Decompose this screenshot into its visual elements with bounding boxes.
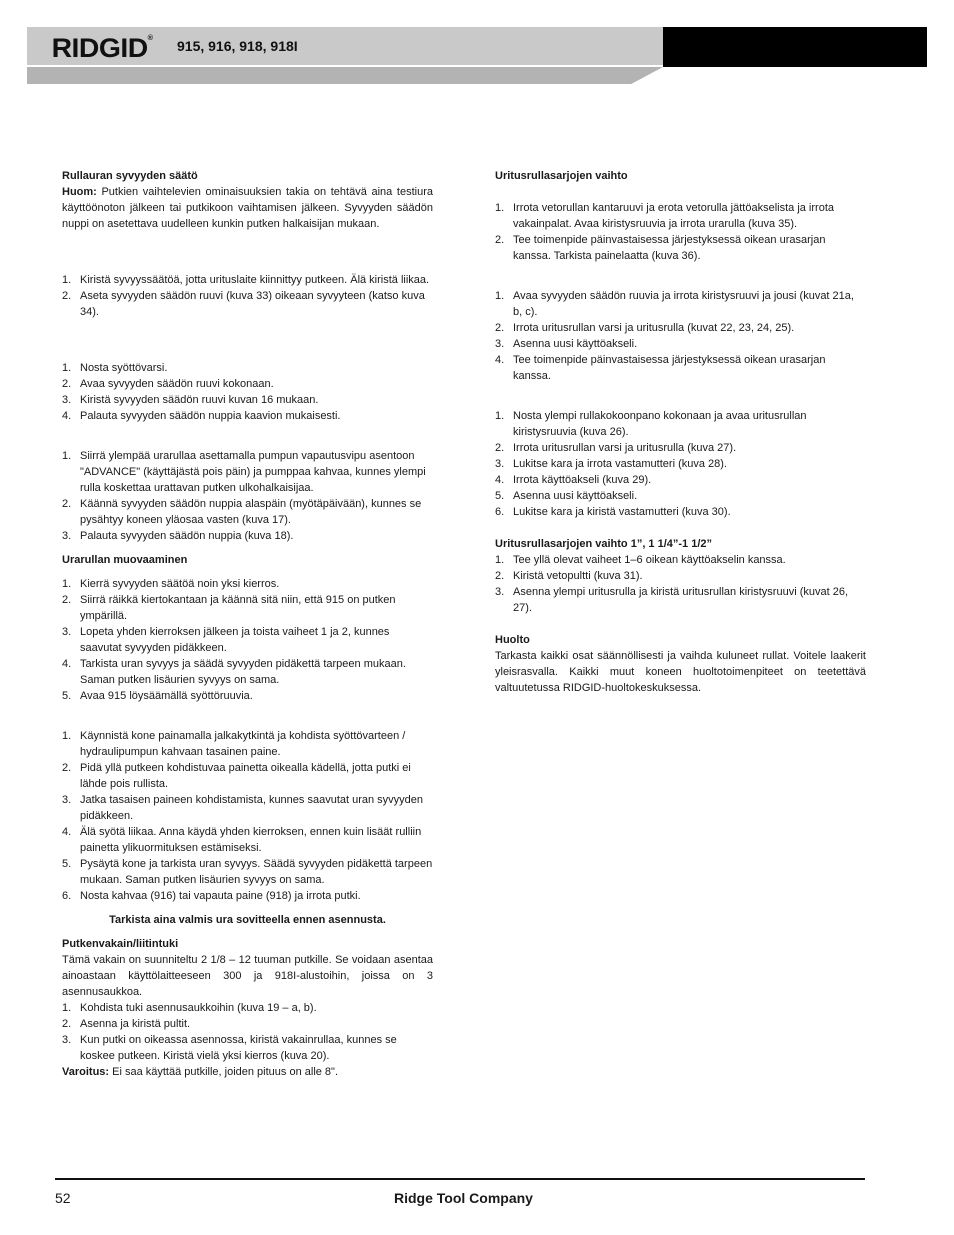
section-title-pipe-stand: Putkenvakain/liitintuki [62, 938, 179, 950]
list-item: 1. Kierrä syvyyden säätöä noin yksi kierros. [62, 578, 280, 590]
list-item: 3. Jatka tasaisen paineen kohdistamista, kunnes saavutat uran syvyyden pidäkkeen. [62, 794, 424, 822]
list-item: 4. Tarkista uran syvyys ja säädä syvyyden pidäkettä tarpeen mukaan. Saman putken lisäurien syvyys on sama. [62, 658, 406, 686]
list-item: 6. Nosta kahvaa (916) tai vapauta paine (918) ja irrota putki. [62, 890, 361, 902]
section-title-depth-adjust: Rullauran syvyyden säätö [62, 170, 198, 182]
list-item: 4. Palauta syvyyden säädön nuppia kaavion mukaisesti. [62, 410, 341, 422]
list-item: 1. Kohdista tuki asennusaukkoihin (kuva 19 – a, b). [62, 1002, 317, 1014]
list-item: 3. Kun putki on oikeassa asennossa, kiristä vakainrullaa, kunnes se koskee putkeen. Kiristä vielä yksi kierros (kuva 20). [62, 1034, 397, 1062]
note-paragraph: Huom: Putkien vaihtelevien ominaisuuksien takia on tehtävä aina testiura käyttöönoton jälkeen tai putkikoon vaihtamisen jälkeen. Syvyyden säädön nuppi on asetettava uudelleen kunkin putken halkaisijan mukaan. [62, 186, 433, 230]
list-small-roll-change [495, 552, 866, 616]
list-item: 2. Irrota uritusrullan varsi ja uritusrulla (kuvat 22, 23, 24, 25). [495, 322, 795, 334]
list-item: 1. Nosta ylempi rullakokoonpano kokonaan ja avaa uritusrullan kiristysruuvia (kuva 26). [495, 410, 807, 438]
list-item: 1. Nosta syöttövarsi. [62, 362, 168, 374]
list-roll-change-c [495, 408, 866, 520]
list-item: 1. Kiristä syvyyssäätöä, jotta urituslaite kiinnittyy putkeen. Älä kiristä liikaa. [62, 274, 430, 286]
list-item: 2. Siirrä räikkä kiertokantaan ja käännä sitä niin, että 915 on putken ympärillä. [62, 594, 396, 622]
list-depth-steps-b [62, 360, 433, 424]
list-item: 2. Irrota uritusrullan varsi ja uritusrulla (kuva 27). [495, 442, 737, 454]
header-divider [27, 65, 663, 67]
left-column [62, 168, 433, 1080]
section-title-roll-set-change: Uritusrullasarjojen vaihto [495, 170, 628, 182]
ridgid-logo: RIDGID® [51, 33, 153, 63]
list-roll-change-b [495, 288, 866, 384]
list-depth-steps-a [62, 272, 433, 320]
header-accent-bar [27, 67, 663, 84]
list-roll-change-a [495, 200, 866, 264]
section-title-small-roll-change: Uritusrullasarjojen vaihto 1”, 1 1/4”-1 1/2” [495, 538, 713, 550]
list-item: 1. Avaa syvyyden säädön ruuvia ja irrota kiristysruuvi ja jousi (kuvat 21a, b, c). [495, 290, 854, 318]
list-roll-forming [62, 576, 433, 704]
list-item: 1. Irrota vetorullan kantaruuvi ja erota vetorulla jättöakselista ja irrota vakainpalat. Avaa kiristysruuvia ja irrota urarulla (kuva 35). [495, 202, 834, 230]
page-number: 52 [55, 1190, 71, 1206]
list-depth-steps-c [62, 448, 433, 544]
list-item: 1. Käynnistä kone painamalla jalkakytkintä ja kohdista syöttövarteen / hydraulipumpun kahvaan tasainen paine. [62, 730, 406, 758]
list-item: 1. Tee yllä olevat vaiheet 1–6 oikean käyttöakselin kanssa. [495, 554, 786, 566]
list-item: 5. Pysäytä kone ja tarkista uran syvyys. Säädä syvyyden pidäkettä tarpeen mukaan. Saman putken lisäurien syvyys on sama. [62, 858, 433, 886]
list-item: 2. Pidä yllä putkeen kohdistuvaa painetta oikealla kädellä, jotta putki ei lähde pois rullista. [62, 762, 411, 790]
list-item: 2. Kiristä vetopultti (kuva 31). [495, 570, 643, 582]
maintenance-paragraph: Tarkasta kaikki osat säännöllisesti ja vaihda kuluneet rullat. Voitele laakerit yleisrasvalla. Kaikki muut koneen huoltotoimenpiteet on teetettävä valtuutetussa RIDGID-huoltokeskuksessa. [495, 650, 866, 694]
model-numbers: 915, 916, 918, 918I [177, 38, 298, 54]
check-groove-note: Tarkista aina valmis ura sovitteella ennen asennusta. [109, 914, 386, 926]
header-black-band [663, 27, 927, 67]
list-item: 3. Asenna uusi käyttöakseli. [495, 338, 638, 350]
right-column [495, 168, 866, 696]
list-item: 3. Palauta syvyyden säädön nuppia (kuva 18). [62, 530, 294, 542]
company-name: Ridge Tool Company [394, 1190, 533, 1206]
section-title-maintenance: Huolto [495, 634, 530, 646]
list-item: 3. Asenna ylempi uritusrulla ja kiristä uritusrullan kiristysruuvi (kuvat 26, 27). [495, 586, 849, 614]
list-item: 4. Älä syötä liikaa. Anna käydä yhden kierroksen, ennen kuin lisäät rulliin painetta ylikuormituksen estämiseksi. [62, 826, 422, 854]
page-header [27, 27, 927, 84]
list-item: 2. Avaa syvyyden säädön ruuvi kokonaan. [62, 378, 274, 390]
section-title-roll-forming: Urarullan muovaaminen [62, 554, 188, 566]
list-machine-operation [62, 728, 433, 904]
list-item: 5. Avaa 915 löysäämällä syöttöruuvia. [62, 690, 253, 702]
list-item: 2. Tee toimenpide päinvastaisessa järjestyksessä oikean urasarjan kanssa. Tarkista painelaatta (kuva 36). [495, 234, 826, 262]
list-pipe-stand [62, 1000, 433, 1064]
pipe-stand-paragraph: Tämä vakain on suunniteltu 2 1/8 – 12 tuuman putkille. Se voidaan asentaa ainoastaan käyttölaitteeseen 300 ja 918I-alustoihin, joissa on 3 asennusaukkoa. [62, 954, 433, 998]
list-item: 5. Asenna uusi käyttöakseli. [495, 490, 638, 502]
list-item: 3. Kiristä syvyyden säädön ruuvi kuvan 16 mukaan. [62, 394, 319, 406]
warning-paragraph: Varoitus: Ei saa käyttää putkille, joiden pituus on alle 8". [62, 1066, 339, 1078]
list-item: 4. Irrota käyttöakseli (kuva 29). [495, 474, 652, 486]
list-item: 6. Lukitse kara ja kiristä vastamutteri (kuva 30). [495, 506, 731, 518]
list-item: 3. Lukitse kara ja irrota vastamutteri (kuva 28). [495, 458, 727, 470]
list-item: 2. Käännä syvyyden säädön nuppia alaspäin (myötäpäivään), kunnes se pysähtyy koneen yläosaa vasten (kuva 17). [62, 498, 422, 526]
list-item: 2. Aseta syvyyden säädön ruuvi (kuva 33) oikeaan syvyyteen (katso kuva 34). [62, 290, 425, 318]
list-item: 1. Siirrä ylempää urarullaa asettamalla pumpun vapautusvipu asentoon "ADVANCE" (käyttäjästä pois päin) ja pumppaa kahvaa, kunnes ylempi rulla koskettaa urattavan putken ulkohalkaisijaa. [62, 450, 426, 494]
list-item: 2. Asenna ja kiristä pultit. [62, 1018, 191, 1030]
list-item: 4. Tee toimenpide päinvastaisessa järjestyksessä oikean urasarjan kanssa. [495, 354, 826, 382]
footer-divider [55, 1178, 865, 1180]
list-item: 3. Lopeta yhden kierroksen jälkeen ja toista vaiheet 1 ja 2, kunnes saavutat syvyyden pidäkkeen. [62, 626, 390, 654]
